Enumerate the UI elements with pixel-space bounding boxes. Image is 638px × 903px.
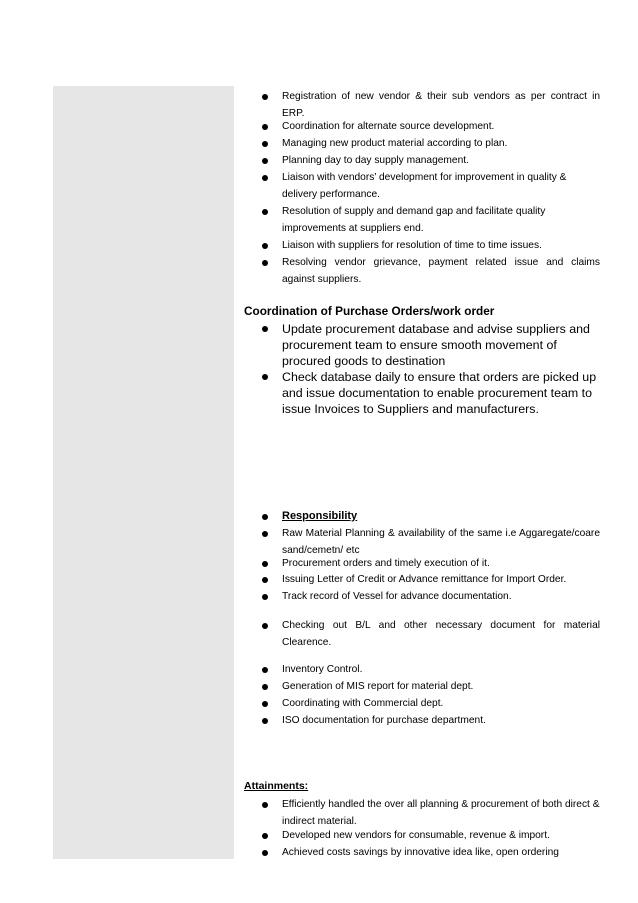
bullet-icon [262,577,268,583]
responsibility-heading: Responsibility [282,510,358,522]
list-item [262,508,600,525]
attainments-heading: Attainments: [244,780,309,792]
list-item: Track record of Vessel for advance documentation. [262,588,600,605]
bullet-icon [262,175,268,181]
list-item: Resolution of supply and demand gap and facilitate quality improvements at suppliers end. [262,203,600,237]
list-item: Resolving vendor grievance, payment related issue and claims against suppliers. [262,254,600,288]
list-item: Developed new vendors for consumable, revenue & import. [262,827,600,844]
bullet-icon [262,158,268,164]
bullet-icon [262,209,268,215]
list-item: Check database daily to ensure that orders are picked up and issue documentation to enable procurement team to issue Invoices to Suppliers and manufacturers. [262,369,602,417]
bullet-icon [262,531,268,537]
list-item: Achieved costs savings by innovative idea like, open ordering [262,844,600,861]
coordination-heading: Coordination of Purchase Orders/work order [244,304,495,318]
list-item: Update procurement database and advise suppliers and procurement team to ensure smooth movement of procured goods to destination [262,321,602,369]
bullet-icon [262,374,268,380]
list-item: Liaison with vendors’ development for improvement in quality & delivery performance. [262,169,600,203]
list-item: Checking out B/L and other necessary document for material Clearence. [262,617,600,651]
list-item: Efficiently handled the over all planning & procurement of both direct & indirect material. [262,796,600,830]
bullet-icon [262,623,268,629]
list-item: Coordination for alternate source development. [262,118,600,135]
list-item: Coordinating with Commercial dept. [262,695,600,712]
list-item: Registration of new vendor & their sub vendors as per contract in ERP. [262,88,600,122]
list-item: Inventory Control. [262,661,600,678]
bullet-icon [262,561,268,567]
bullet-icon [262,802,268,808]
bullet-icon [262,124,268,130]
bullet-icon [262,260,268,266]
bullet-icon [262,701,268,707]
bullet-icon [262,243,268,249]
list-item: Liaison with suppliers for resolution of time to time issues. [262,237,600,254]
bullet-icon [262,141,268,147]
left-sidebar-panel [53,86,234,859]
list-item: Managing new product material according to plan. [262,135,600,152]
bullet-icon [262,667,268,673]
bullet-icon [262,594,268,600]
list-item: Generation of MIS report for material dept. [262,678,600,695]
bullet-icon [262,94,268,100]
bullet-icon [262,326,268,332]
bullet-icon [262,718,268,724]
list-item: ISO documentation for purchase department. [262,712,600,729]
list-item: Planning day to day supply management. [262,152,600,169]
list-item: Raw Material Planning & availability of the same i.e Aggaregate/coare sand/cemetn/ etc [262,525,600,559]
bullet-icon [262,514,268,520]
list-item: Procurement orders and timely execution of it. [262,555,600,572]
bullet-icon [262,850,268,856]
bullet-icon [262,684,268,690]
list-item: Issuing Letter of Credit or Advance remittance for Import Order. [262,571,600,588]
bullet-icon [262,833,268,839]
